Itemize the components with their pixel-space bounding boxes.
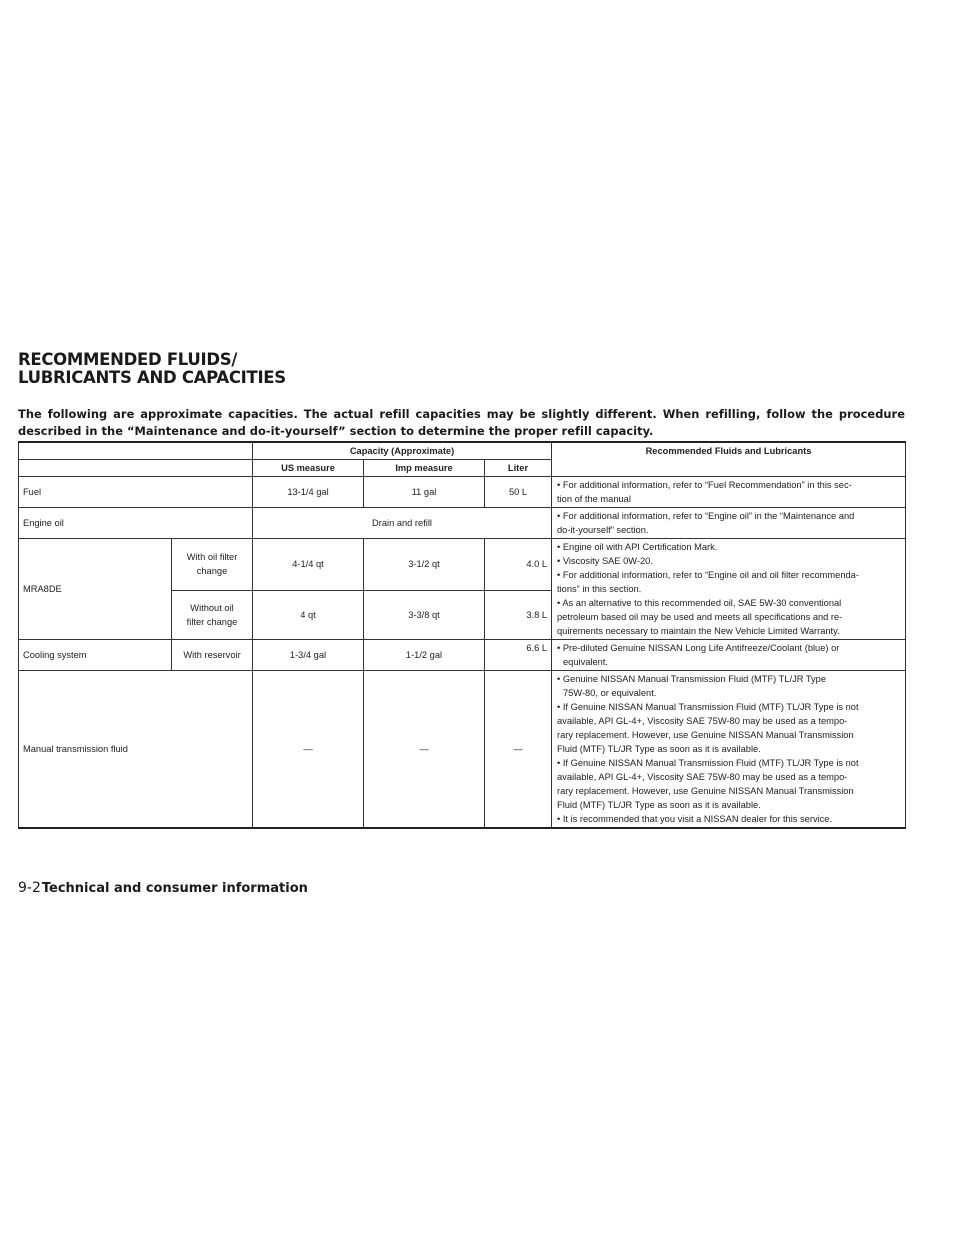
section-title: Technical and consumer information xyxy=(41,881,308,896)
with-filter-label-line-2: change xyxy=(196,566,228,577)
note-line: quirements necessary to maintain the New Vehicle Limited Warranty. xyxy=(557,626,840,636)
mra8de-notes xyxy=(552,539,906,640)
without-filter-label-line-2: filter change xyxy=(186,616,238,627)
cooling-liter: 6.6 L xyxy=(485,640,552,671)
engine-oil-label: Engine oil xyxy=(19,508,253,539)
fuel-liter: 50 L xyxy=(485,477,552,508)
without-filter-imp: 3-3/8 qt xyxy=(364,590,485,639)
mtf-us: — xyxy=(253,671,364,829)
fuel-imp: 11 gal xyxy=(364,477,485,508)
intro-paragraph: The following are approximate capacities. The actual refill capacities may be slightly different. When refilling, follow the procedure described in the “Maintenance and do-it-yourself” section to determine the proper refill capacity. xyxy=(18,407,905,438)
header-recommended: Recommended Fluids and Lubricants xyxy=(552,442,906,477)
note-line: tion of the manual xyxy=(557,494,631,504)
table-row-engine-oil xyxy=(19,508,906,539)
mtf-notes xyxy=(552,671,906,829)
engine-oil-capacity: Drain and refill xyxy=(253,508,552,539)
section-heading-line-1: RECOMMENDED FLUIDS/ xyxy=(18,350,238,369)
note-line: • For additional information, refer to “Engine oil” in the “Maintenance and xyxy=(557,511,855,521)
engine-oil-notes xyxy=(552,508,906,539)
header-imp-measure: Imp measure xyxy=(364,460,485,477)
note-line: do-it-yourself” section. xyxy=(557,525,649,535)
note-line: tions” in this section. xyxy=(557,584,642,594)
note-line: Fluid (MTF) TL/JR Type as soon as it is available. xyxy=(557,744,761,754)
capacities-table xyxy=(18,441,906,829)
note-line: available, API GL-4+, Viscosity SAE 75W-80 may be used as a tempo- xyxy=(557,716,848,726)
fuel-label: Fuel xyxy=(19,477,253,508)
cooling-label: Cooling system xyxy=(19,640,172,671)
note-line: • For additional information, refer to “Fuel Recommendation” in this sec- xyxy=(557,480,852,490)
cooling-sub: With reservoir xyxy=(172,640,253,671)
note-line: available, API GL-4+, Viscosity SAE 75W-80 may be used as a tempo- xyxy=(557,772,848,782)
with-filter-liter: 4.0 L xyxy=(485,539,552,591)
cooling-us: 1-3/4 gal xyxy=(253,640,364,671)
note-line: rary replacement. However, use Genuine NISSAN Manual Transmission xyxy=(557,730,854,740)
mtf-label: Manual transmission fluid xyxy=(19,671,253,829)
note-line: • Pre-diluted Genuine NISSAN Long Life Antifreeze/Coolant (blue) or xyxy=(557,643,840,653)
header-blank-cell xyxy=(19,442,253,460)
table-header-row xyxy=(19,442,906,460)
mtf-imp: — xyxy=(364,671,485,829)
table-row-fuel xyxy=(19,477,906,508)
without-filter-label-line-1: Without oil xyxy=(190,602,234,613)
note-line: rary replacement. However, use Genuine NISSAN Manual Transmission xyxy=(557,786,854,796)
note-line: • For additional information, refer to “Engine oil and oil filter recommenda- xyxy=(557,570,859,580)
with-filter-us: 4-1/4 qt xyxy=(253,539,364,591)
note-line: equivalent. xyxy=(563,657,608,667)
header-us-measure: US measure xyxy=(253,460,364,477)
section-heading xyxy=(18,351,718,387)
note-line: • Viscosity SAE 0W-20. xyxy=(557,556,653,566)
mra8de-label: MRA8DE xyxy=(19,539,172,640)
header-capacity: Capacity (Approximate) xyxy=(253,442,552,460)
note-line: • Genuine NISSAN Manual Transmission Fluid (MTF) TL/JR Type xyxy=(557,674,827,684)
page-footer xyxy=(18,877,308,896)
without-filter-us: 4 qt xyxy=(253,590,364,639)
cooling-notes xyxy=(552,640,906,671)
with-filter-label xyxy=(172,539,253,591)
note-line: • If Genuine NISSAN Manual Transmission Fluid (MTF) TL/JR Type is not xyxy=(557,758,859,768)
note-line: 75W-80, or equivalent. xyxy=(563,688,657,698)
table-row-cooling-system xyxy=(19,640,906,671)
note-line: petroleum based oil may be used and meets all specifications and re- xyxy=(557,612,843,622)
cooling-imp: 1-1/2 gal xyxy=(364,640,485,671)
without-filter-liter: 3.8 L xyxy=(485,590,552,639)
note-line: • Engine oil with API Certification Mark. xyxy=(557,542,718,552)
mtf-liter: — xyxy=(485,671,552,829)
note-line: • It is recommended that you visit a NISSAN dealer for this service. xyxy=(557,814,833,824)
without-filter-label xyxy=(172,590,253,639)
page-number: 9-2 xyxy=(18,880,41,896)
note-line: Fluid (MTF) TL/JR Type as soon as it is available. xyxy=(557,800,761,810)
table-row-manual-transmission xyxy=(19,671,906,829)
note-line: • If Genuine NISSAN Manual Transmission Fluid (MTF) TL/JR Type is not xyxy=(557,702,859,712)
with-filter-label-line-1: With oil filter xyxy=(186,552,238,563)
subheader-blank-cell xyxy=(19,460,253,477)
fuel-notes xyxy=(552,477,906,508)
section-heading-line-2: LUBRICANTS AND CAPACITIES xyxy=(18,368,286,387)
fuel-us: 13-1/4 gal xyxy=(253,477,364,508)
header-liter: Liter xyxy=(485,460,552,477)
with-filter-imp: 3-1/2 qt xyxy=(364,539,485,591)
note-line: • As an alternative to this recommended oil, SAE 5W-30 conventional xyxy=(557,598,842,608)
table-row-mra8de-with-filter xyxy=(19,539,906,591)
